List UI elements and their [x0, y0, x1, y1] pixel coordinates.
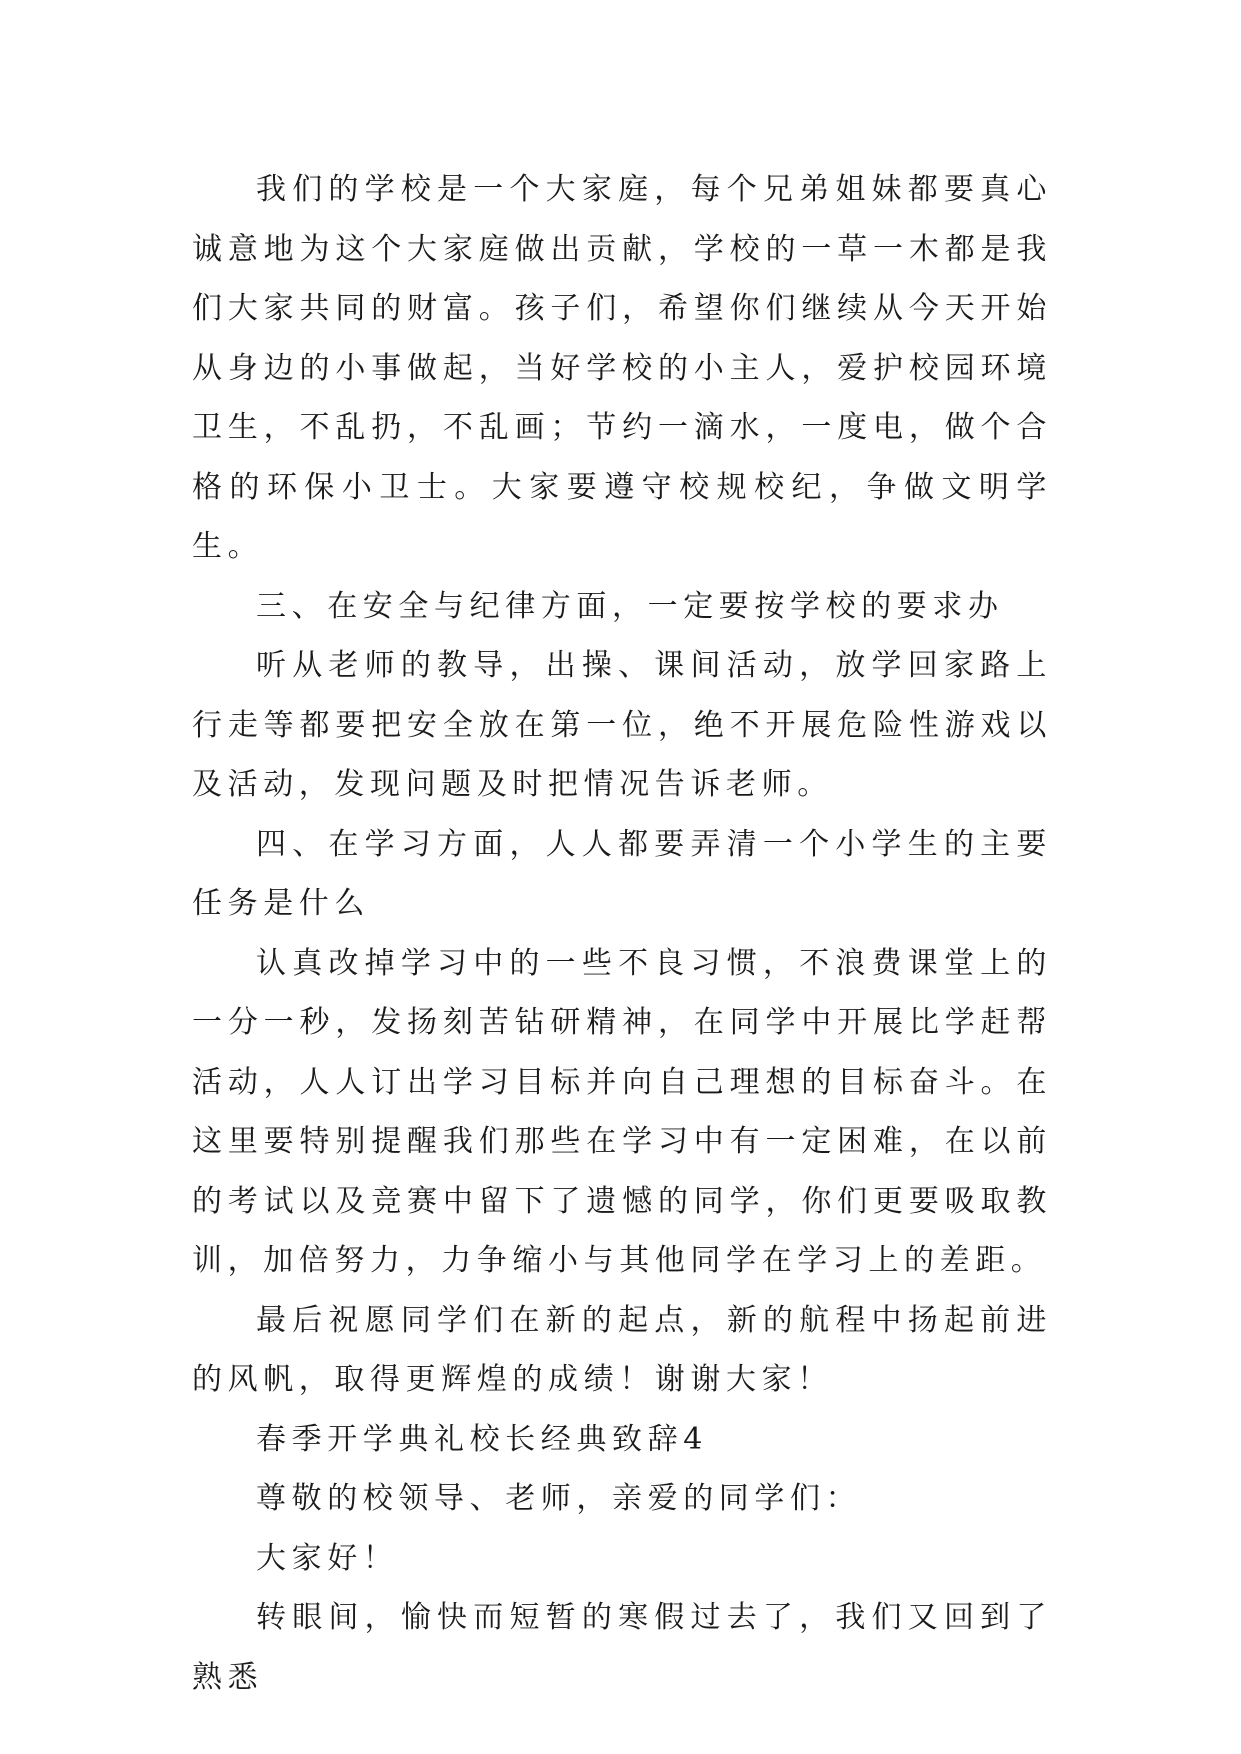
- speech-title: 春季开学典礼校长经典致辞4: [256, 1421, 708, 1457]
- speech-greeting: 大家好！: [256, 1540, 399, 1576]
- heading-study: 四、在学习方面，人人都要弄清一个小学生的主要任务是什么: [192, 826, 1052, 921]
- heading-safety-discipline: 三、在安全与纪律方面，一定要按学校的要求办: [256, 588, 1004, 624]
- paragraph-winter-break: 转眼间，愉快而短暂的寒假过去了，我们又回到了熟悉: [192, 1600, 1052, 1695]
- speech-salutation: 尊敬的校领导、老师，亲爱的同学们：: [256, 1481, 862, 1516]
- paragraph-study: 认真改掉学习中的一些不良习惯，不浪费课堂上的一分一秒，发扬刻苦钻研精神，在同学中开展比学赶帮活动，人人订出学习目标并向自己理想的目标奋斗。在这里要特别提醒我们那些在学习中有一定困难，在以前的考试以及竞赛中留下了遗憾的同学，你们更要吸取教训，加倍努力，力争缩小与其他同学在学习上的差距。: [192, 945, 1052, 1278]
- paragraph-school-family: 我们的学校是一个大家庭，每个兄弟姐妹都要真心诚意地为这个大家庭做出贡献，学校的一草一木都是我们大家共同的财富。孩子们，希望你们继续从今天开始从身边的小事做起，当好学校的小主人，爱护校园环境卫生，不乱扔，不乱画；节约一滴水，一度电，做个合格的环保小卫士。大家要遵守校规校纪，争做文明学生。: [192, 172, 1052, 564]
- document-body: [192, 160, 1052, 1707]
- paragraph-safety: 听从老师的教导，出操、课间活动，放学回家路上行走等都要把安全放在第一位，绝不开展危险性游戏以及活动，发现问题及时把情况告诉老师。: [192, 648, 1052, 802]
- paragraph-closing-wishes: 最后祝愿同学们在新的起点，新的航程中扬起前进的风帆，取得更辉煌的成绩！谢谢大家！: [192, 1302, 1052, 1397]
